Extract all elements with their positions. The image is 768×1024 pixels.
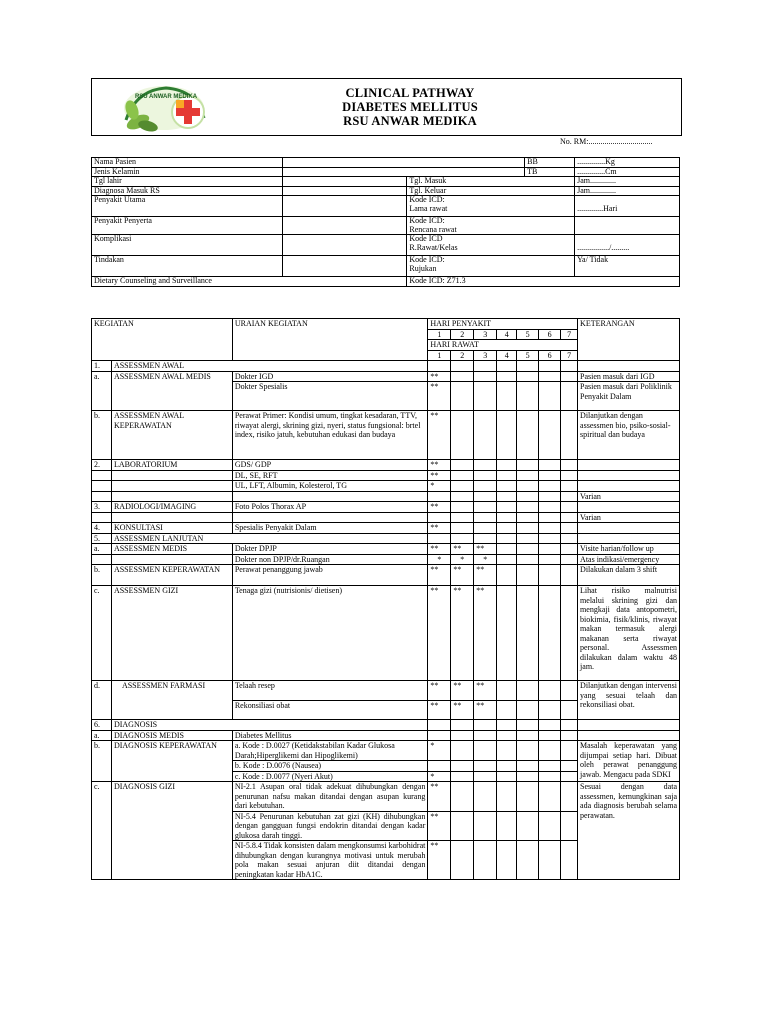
field-jam-keluar[interactable]: Jam............. bbox=[575, 186, 680, 196]
day-header: 2 bbox=[451, 329, 474, 340]
mark-cell[interactable]: * bbox=[428, 554, 451, 565]
varian-1: Varian bbox=[578, 491, 680, 502]
day-header: 4 bbox=[497, 350, 517, 361]
field-rencana-rawat[interactable] bbox=[575, 217, 680, 235]
section-num: 6. bbox=[92, 720, 112, 731]
telaah-resep: Telaah resep bbox=[232, 681, 428, 701]
ni-5-8-4: NI-5.8.4 Tidak konsisten dalam mengkonsumsi karbohidrat dihubungkan dengan kurangnya motivasi untuk merubah pola makan sesuai anjuran diit ditandai dengan peningkatan kadar HbA1C. bbox=[232, 841, 428, 880]
ket-igd: Pasien masuk dari IGD bbox=[578, 371, 680, 382]
field-lama-rawat[interactable] bbox=[575, 196, 680, 217]
no-rm-field[interactable]: No. RM:................................ bbox=[560, 137, 653, 146]
col-hari-penyakit: HARI PENYAKIT bbox=[428, 319, 578, 330]
patient-info-table bbox=[91, 157, 680, 287]
day-header: 4 bbox=[497, 329, 517, 340]
day-header: 5 bbox=[517, 329, 539, 340]
lab-dl: DL, SE, RFT bbox=[232, 470, 428, 481]
foto-thorax: Foto Polos Thorax AP bbox=[232, 502, 428, 513]
label-tgl-lahir: Tgl lahir bbox=[92, 177, 283, 187]
kode-a: a. Kode : D.0027 (Ketidakstabilan Kadar Glukosa Darah;Hiperglikemi dan Hipoglikemi) bbox=[232, 741, 428, 761]
ket-atas: Atas indikasi/emergency bbox=[578, 554, 680, 565]
dokter-igd: Dokter IGD bbox=[232, 371, 428, 382]
day-header: 1 bbox=[428, 329, 451, 340]
sub-letter: c. bbox=[92, 586, 112, 681]
col-uraian: URAIAN KEGIATAN bbox=[232, 319, 428, 361]
mark-cell[interactable]: ** bbox=[428, 565, 451, 586]
sub-diagnosis-medis: DIAGNOSIS MEDIS bbox=[111, 730, 232, 741]
ket-visite: Visite harian/follow up bbox=[578, 544, 680, 555]
field-diagnosa-masuk[interactable] bbox=[282, 186, 407, 196]
sub-assessmen-farmasi: ASSESSMEN FARMASI bbox=[111, 681, 232, 720]
field-penyakit-utama[interactable] bbox=[282, 196, 407, 217]
icd-penyakit-utama[interactable] bbox=[407, 196, 575, 217]
kode-c: c. Kode : D.0077 (Nyeri Akut) bbox=[232, 771, 428, 782]
col-kegiatan: KEGIATAN bbox=[92, 319, 233, 361]
mark-cell[interactable]: ** bbox=[428, 382, 451, 411]
label-nama-pasien: Nama Pasien bbox=[92, 158, 283, 168]
col-hari-rawat: HARI RAWAT bbox=[428, 340, 578, 351]
day-header: 6 bbox=[539, 329, 561, 340]
icd-penyakit-penyerta[interactable] bbox=[407, 217, 575, 235]
section-assessmen-lanjutan: ASSESSMEN LANJUTAN bbox=[111, 533, 427, 544]
mark-cell[interactable]: ** bbox=[451, 565, 474, 586]
label-kode-icd-1: Kode ICD: bbox=[409, 195, 445, 204]
day-header: 2 bbox=[451, 350, 474, 361]
label-diagnosa-masuk: Diagnosa Masuk RS bbox=[92, 186, 283, 196]
perawat-primer: Perawat Primer: Kondisi umum, tingkat kesadaran, TTV, riwayat alergi, skrining gizi, nyeri, status fungsional: brtel index, risiko jatuh, kebutuhan edukasi dan budaya bbox=[232, 411, 428, 460]
hari-value: .............Hari bbox=[577, 203, 618, 213]
day-header: 6 bbox=[539, 350, 561, 361]
field-rujukan[interactable]: Ya/ Tidak bbox=[575, 256, 680, 277]
day-header: 7 bbox=[561, 350, 578, 361]
kode-b: b. Kode : D.0076 (Nausea) bbox=[232, 761, 428, 772]
mark-cell[interactable]: ** bbox=[428, 782, 451, 812]
dokter-dpjp: Dokter DPJP bbox=[232, 544, 428, 555]
icd-komplikasi[interactable] bbox=[407, 235, 575, 256]
lab-ul: UL, LFT, Albumin, Kolesterol, TG bbox=[232, 481, 428, 492]
day-header: 3 bbox=[474, 329, 497, 340]
label-lama-rawat: Lama rawat bbox=[409, 203, 448, 213]
mark-cell[interactable]: ** bbox=[428, 411, 451, 460]
mark-cell[interactable]: ** bbox=[428, 700, 451, 720]
mark-cell[interactable]: ** bbox=[428, 681, 451, 701]
label-tgl-masuk: Tgl. Masuk bbox=[407, 177, 575, 187]
mark-cell[interactable]: ** bbox=[451, 681, 474, 701]
mark-cell[interactable]: * bbox=[474, 554, 497, 565]
mark-cell[interactable]: ** bbox=[474, 681, 497, 701]
label-tb: TB bbox=[525, 167, 575, 177]
sub-letter: b. bbox=[92, 741, 112, 782]
lab-gds: GDS/ GDP bbox=[232, 460, 428, 471]
field-jenis-kelamin[interactable] bbox=[282, 167, 525, 177]
mark-cell[interactable]: * bbox=[451, 554, 474, 565]
sub-letter: b. bbox=[92, 411, 112, 460]
mark-cell[interactable]: ** bbox=[474, 565, 497, 586]
icd-tindakan[interactable] bbox=[407, 256, 575, 277]
kelas-value: ................/......... bbox=[577, 242, 630, 252]
section-laboratorium: LABORATORIUM bbox=[111, 460, 232, 471]
mark-cell[interactable]: ** bbox=[474, 586, 497, 681]
label-rujukan: Rujukan bbox=[409, 263, 437, 273]
field-nama-pasien[interactable] bbox=[282, 158, 525, 168]
day-header: 1 bbox=[428, 350, 451, 361]
mark-cell[interactable]: ** bbox=[428, 460, 451, 471]
mark-cell[interactable]: * bbox=[428, 771, 451, 782]
mark-cell[interactable]: ** bbox=[428, 371, 451, 382]
title-line-1: CLINICAL PATHWAY bbox=[345, 86, 475, 100]
field-bb[interactable]: ..............Kg bbox=[575, 158, 680, 168]
ket-shift: Dilakukan dalam 3 shift bbox=[578, 565, 680, 586]
label-jenis-kelamin: Jenis Kelamin bbox=[92, 167, 283, 177]
mark-cell[interactable]: ** bbox=[428, 523, 451, 534]
mark-cell[interactable]: ** bbox=[451, 700, 474, 720]
day-header: 5 bbox=[517, 350, 539, 361]
dokter-non-dpjp: Dokter non DPJP/dr.Ruangan bbox=[232, 554, 428, 565]
mark-cell[interactable]: ** bbox=[428, 544, 451, 555]
sub-assessmen-keperawatan: ASSESSMEN KEPERAWATAN bbox=[111, 565, 232, 586]
sub-assessmen-gizi: ASSESSMEN GIZI bbox=[111, 586, 232, 681]
ket-farmasi: Dilanjutkan dengan intervensi yang sesuai telaah dan rekonsiliasi obat. bbox=[578, 681, 680, 720]
section-num: 2. bbox=[92, 460, 112, 471]
ket-perawat: Dilanjutkan dengan assessmen bio, psiko-sosial-spiritual dan budaya bbox=[578, 411, 680, 460]
section-assessmen-awal: ASSESSMEN AWAL bbox=[111, 361, 427, 372]
label-tgl-keluar: Tgl. Keluar bbox=[407, 186, 575, 196]
label-kode-icd-5: Kode ICD: Z71.3 bbox=[407, 277, 680, 287]
day-header: 3 bbox=[474, 350, 497, 361]
logo-text: RSU ANWAR MEDIKA bbox=[134, 94, 198, 100]
section-diagnosis: DIAGNOSIS bbox=[111, 720, 427, 731]
section-num: 4. bbox=[92, 523, 112, 534]
mark-cell[interactable]: ** bbox=[428, 811, 451, 841]
perawat-pj: Perawat penanggung jawab bbox=[232, 565, 428, 586]
section-num: 1. bbox=[92, 361, 112, 372]
sub-assessmen-awal-keperawatan: ASSESSMEN AWAL KEPERAWATAN bbox=[111, 411, 232, 460]
pathway-table bbox=[91, 318, 680, 880]
ket-diagnosis-gizi: Sesuai dengan data assessmen, kemungkinan saja ada diagnosis berubah selama perawatan. bbox=[578, 782, 680, 880]
col-keterangan: KETERANGAN bbox=[578, 319, 680, 361]
field-penyakit-penyerta[interactable] bbox=[282, 217, 407, 235]
title-block bbox=[290, 86, 530, 128]
label-penyakit-utama: Penyakit Utama bbox=[92, 196, 283, 217]
sub-assessmen-medis: ASSESSMEN MEDIS bbox=[111, 544, 232, 555]
varian-2: Varian bbox=[578, 512, 680, 523]
label-tindakan: Tindakan bbox=[92, 256, 283, 277]
sub-letter: c. bbox=[92, 782, 112, 880]
rekonsiliasi-obat: Rekonsiliasi obat bbox=[232, 700, 428, 720]
field-tb[interactable]: ..............Cm bbox=[575, 167, 680, 177]
mark-cell[interactable]: ** bbox=[428, 586, 451, 681]
spesialis-pd: Spesialis Penyakit Dalam bbox=[232, 523, 428, 534]
field-jam-masuk[interactable]: Jam............. bbox=[575, 177, 680, 187]
mark-cell[interactable]: ** bbox=[451, 586, 474, 681]
sub-assessmen-awal-medis: ASSESSMEN AWAL MEDIS bbox=[111, 371, 232, 411]
hospital-logo bbox=[96, 80, 232, 134]
section-num: 3. bbox=[92, 502, 112, 513]
label-kode-icd-2: Kode ICD: bbox=[409, 216, 445, 225]
section-radiologi: RADIOLOGI/IMAGING bbox=[111, 502, 232, 513]
field-tindakan[interactable] bbox=[282, 256, 407, 277]
field-tgl-lahir[interactable] bbox=[282, 177, 407, 187]
label-kode-icd-4: Kode ICD: bbox=[409, 255, 445, 264]
label-rawat-kelas: R.Rawat/Kelas bbox=[409, 242, 458, 252]
mark-cell[interactable]: * bbox=[428, 481, 451, 492]
label-penyakit-penyerta: Penyakit Penyerta bbox=[92, 217, 283, 235]
section-konsultasi: KONSULTASI bbox=[111, 523, 232, 534]
label-kode-icd-3: Kode ICD bbox=[409, 234, 443, 243]
ket-gizi: Lihat risiko malnutrisi melalui skrining gizi dan mengkaji data antopometri, biokimia, fisik/klinis, riwayat makan termasuk alergi makanan serta riwayat personal. Assessmen dilakukan dalam waktu 48 jam. bbox=[578, 586, 680, 681]
day-header: 7 bbox=[561, 329, 578, 340]
mark-cell[interactable]: ** bbox=[428, 470, 451, 481]
mark-cell[interactable]: ** bbox=[474, 700, 497, 720]
ni-5-4: NI-5.4 Penurunan kebutuhan zat gizi (KH) dihubungkan dengan gangguan fungsi endokrin ditandai dengan kadar glukosa darah tinggi. bbox=[232, 811, 428, 841]
mark-cell[interactable]: * bbox=[428, 741, 451, 761]
title-line-3: RSU ANWAR MEDIKA bbox=[343, 114, 477, 128]
title-line-2: DIABETES MELLITUS bbox=[342, 100, 478, 114]
field-komplikasi[interactable] bbox=[282, 235, 407, 256]
sub-letter: a. bbox=[92, 730, 112, 741]
dokter-spesialis: Dokter Spesialis bbox=[232, 382, 428, 411]
ket-poli: Pasien masuk dari Poliklinik Penyakit Dalam bbox=[578, 382, 680, 411]
label-dietary: Dietary Counseling and Surveillance bbox=[92, 277, 407, 287]
mark-cell[interactable]: ** bbox=[428, 841, 451, 880]
ket-keperawatan: Masalah keperawatan yang dijumpai setiap hari. Dibuat oleh perawat penanggung jawab. Mengacu pada SDKI bbox=[578, 741, 680, 782]
label-komplikasi: Komplikasi bbox=[92, 235, 283, 256]
ni-2-1: NI-2.1 Asupan oral tidak adekuat dihubungkan dengan penurunan nafsu makan ditandai dengan asupan kurang dari kebutuhan. bbox=[232, 782, 428, 812]
field-rawat-kelas[interactable] bbox=[575, 235, 680, 256]
sub-diagnosis-gizi: DIAGNOSIS GIZI bbox=[111, 782, 232, 880]
tenaga-gizi: Tenaga gizi (nutrisionis/ dietisen) bbox=[232, 586, 428, 681]
sub-diagnosis-keperawatan: DIAGNOSIS KEPERAWATAN bbox=[111, 741, 232, 782]
mark-cell[interactable]: ** bbox=[428, 502, 451, 513]
section-num: 5. bbox=[92, 533, 112, 544]
label-rencana-rawat: Rencana rawat bbox=[409, 224, 457, 234]
sub-letter: d. bbox=[92, 681, 112, 720]
label-bb: BB bbox=[525, 158, 575, 168]
sub-letter: a. bbox=[92, 371, 112, 411]
mark-cell[interactable]: ** bbox=[451, 544, 474, 555]
sub-letter: b. bbox=[92, 565, 112, 586]
mark-cell[interactable]: ** bbox=[474, 544, 497, 555]
sub-letter: a. bbox=[92, 544, 112, 555]
diabetes-mellitus: Diabetes Mellitus bbox=[232, 730, 428, 741]
